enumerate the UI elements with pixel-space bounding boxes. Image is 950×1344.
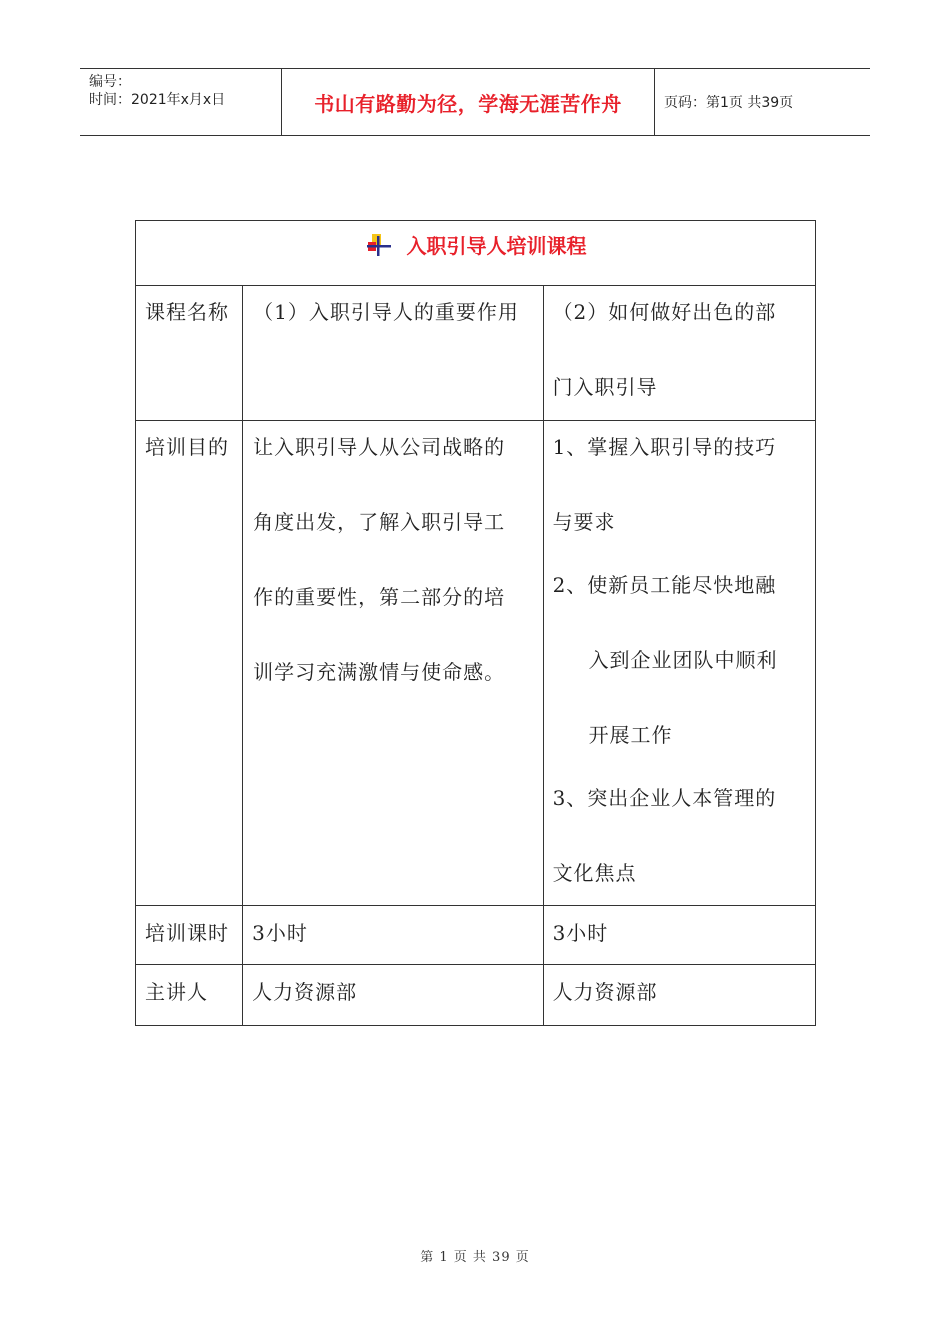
cross-bullet-icon xyxy=(365,232,393,258)
header-meta xyxy=(80,69,281,135)
date-label: 时间：2021年x月x日 xyxy=(89,92,226,108)
table-row-training-goal xyxy=(136,421,816,906)
course-name-1: （1）入职引导人的重要作用 xyxy=(243,286,543,421)
table-row-training-hours xyxy=(136,906,816,965)
speaker-2: 人力资源部 xyxy=(543,965,815,1026)
page-footer: 第 1 页 共 39 页 xyxy=(420,1250,530,1265)
table-row-speaker xyxy=(136,965,816,1026)
course-table xyxy=(135,220,816,1026)
goal-item-1: 1、掌握入职引导的技巧 xyxy=(552,435,777,459)
table-row-course-name xyxy=(136,286,816,421)
header-page-info: 页码：第1页 共39页 xyxy=(664,95,794,111)
table-title-row xyxy=(136,221,816,286)
table-title-text: 入职引导人培训课程 xyxy=(406,234,587,258)
row-label-training-hours: 培训课时 xyxy=(136,906,243,965)
table-title-cell xyxy=(136,221,816,286)
table-title xyxy=(365,230,587,259)
row-label-speaker: 主讲人 xyxy=(136,965,243,1026)
row-label-training-goal: 培训目的 xyxy=(136,421,243,906)
header-divider xyxy=(654,69,655,135)
training-hours-1: 3小时 xyxy=(243,906,543,965)
training-goal-1: 让入职引导人从公司战略的 角度出发，了解入职引导工 作的重要性，第二部分的培 训学习充满激情与使命感。 xyxy=(243,421,543,906)
goal-item-2: 2、使新员工能尽快地融 xyxy=(552,573,777,597)
training-goal-2: 1、掌握入职引导的技巧 与要求 2、使新员工能尽快地融 入到企业团队中顺利 开展工作 3、突出企业人本管理的 文化焦点 xyxy=(543,421,815,906)
speaker-1: 人力资源部 xyxy=(243,965,543,1026)
course-name-2: （2）如何做好出色的部 门入职引导 xyxy=(543,286,815,421)
training-hours-2: 3小时 xyxy=(543,906,815,965)
header-motto: 书山有路勤为径，学海无涯苦作舟 xyxy=(314,91,622,116)
goal-item-3: 3、突出企业人本管理的 xyxy=(552,786,777,810)
row-label-course-name: 课程名称 xyxy=(136,286,243,421)
page-header xyxy=(80,68,870,136)
number-label: 编号： xyxy=(89,74,131,90)
